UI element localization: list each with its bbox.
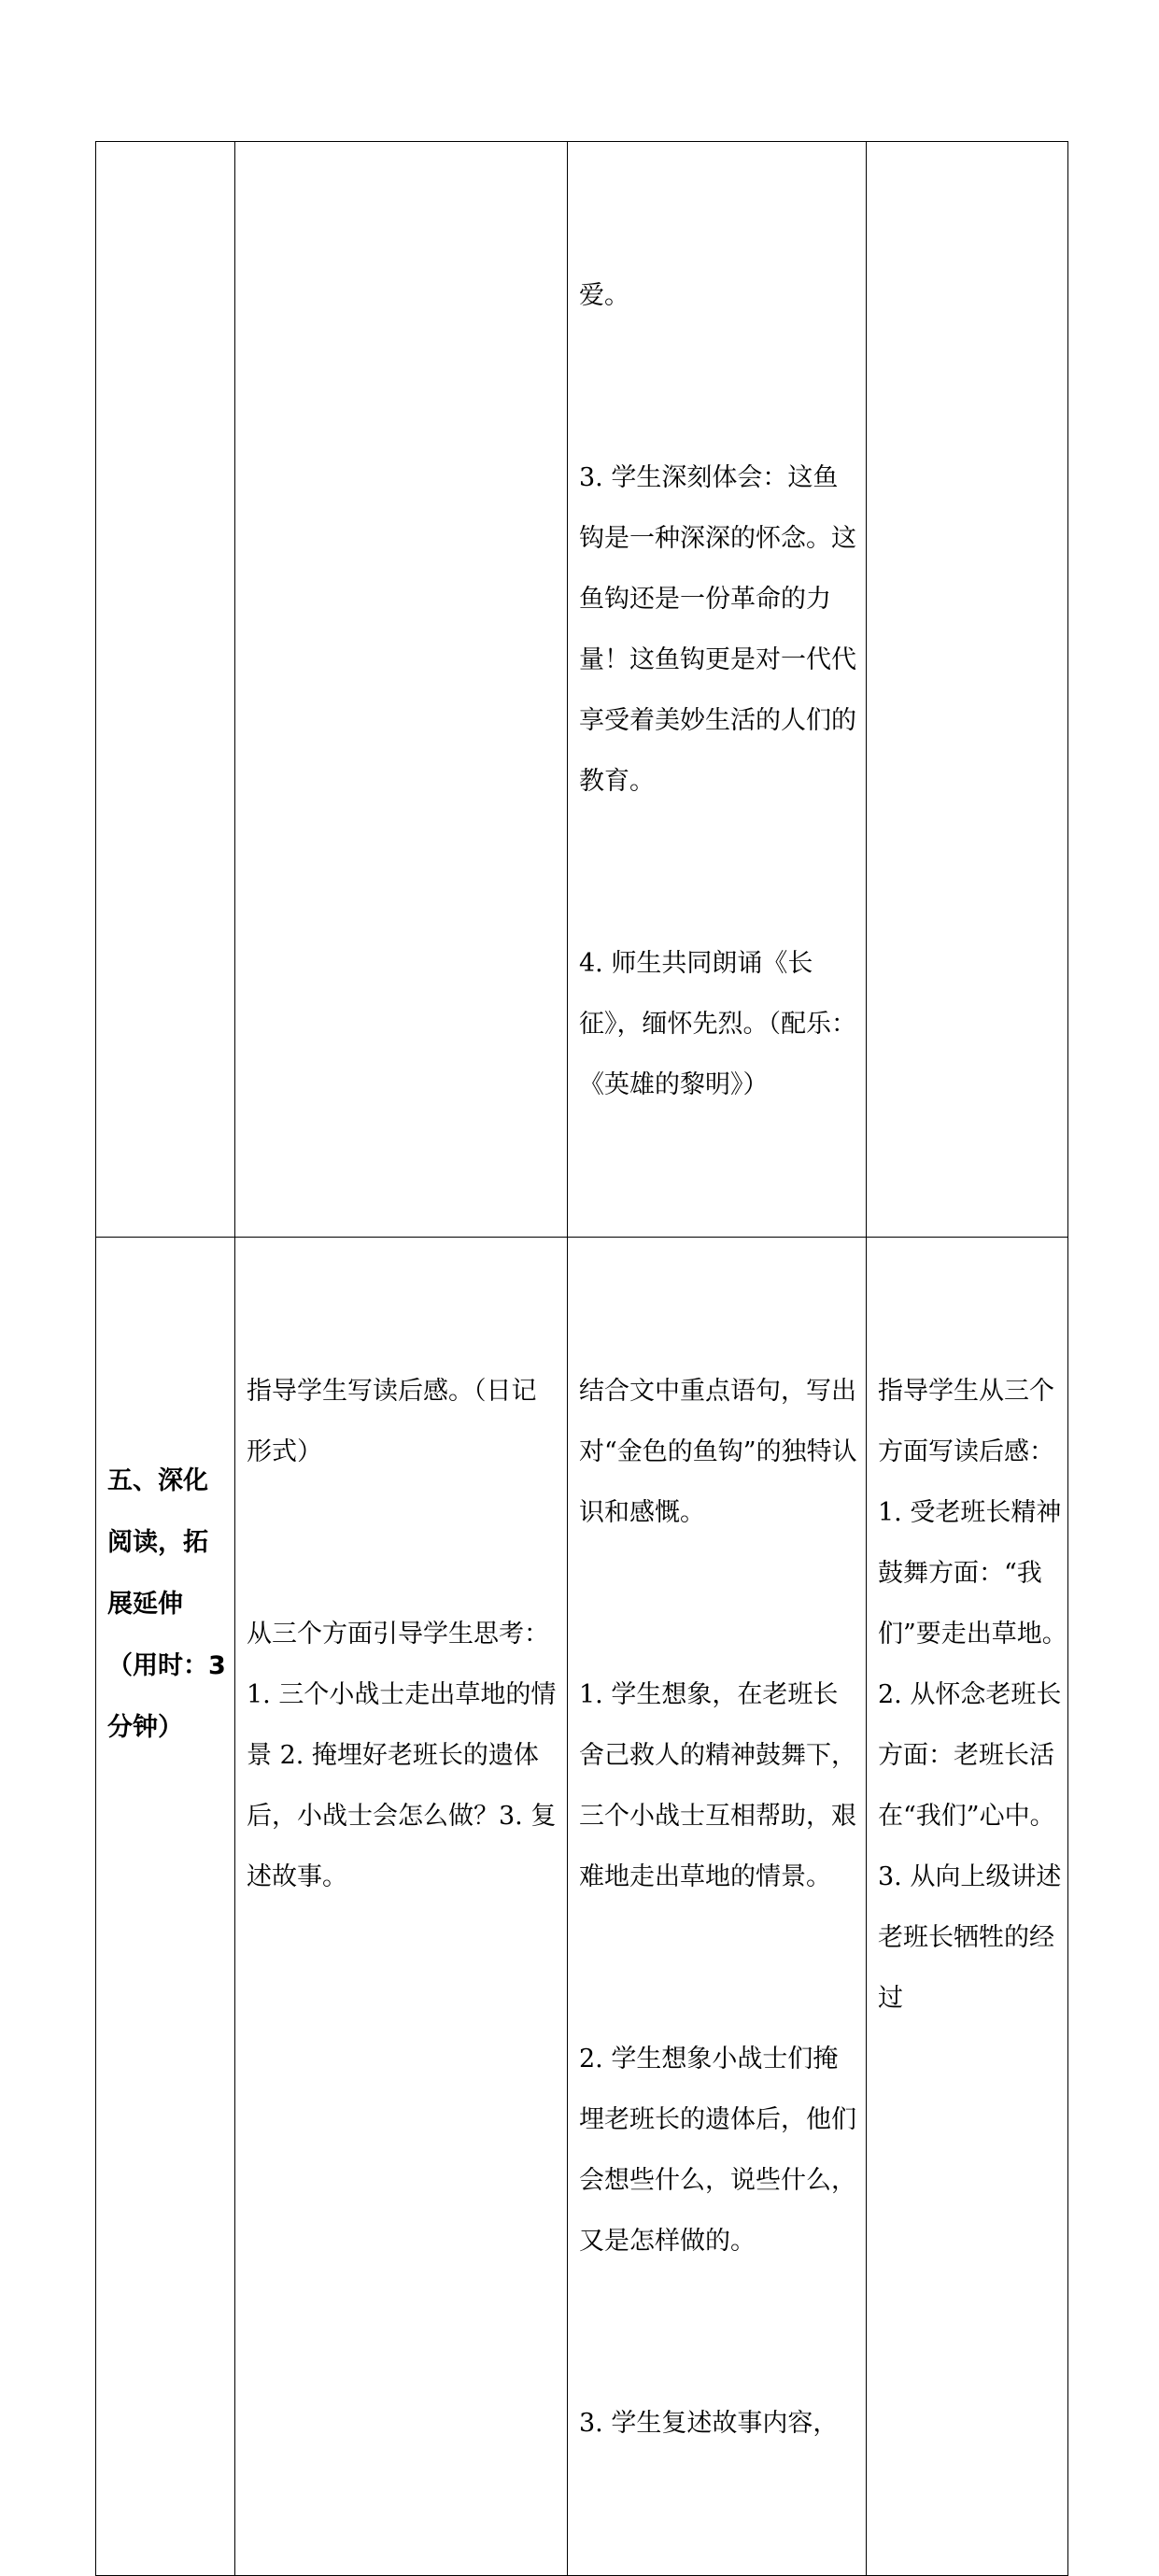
student-activity-cell [568, 142, 867, 1238]
teacher-activity-cell [235, 1238, 568, 2576]
teacher-activity-cell-empty [235, 142, 568, 1238]
paragraph: 指导学生从三个方面写读后感： 1. 受老班长精神鼓舞方面：“我们”要走出草地。 2. 从怀念老班长方面：老班长活在“我们”心中。 3. 从向上级讲述老班长牺牲的经过 [878, 1377, 1081, 2013]
design-intent-cell-empty [867, 142, 1068, 1238]
table-row [96, 1238, 1068, 2576]
paragraph: 3. 学生复述故事内容， [579, 2409, 839, 2438]
student-activity-cell [568, 1238, 867, 2576]
design-intent-cell [867, 1238, 1081, 2576]
paragraph: 从三个方面引导学生思考：1. 三个小战士走出草地的情景 2. 掩埋好老班长的遗体后，小战士会怎么做？3. 复述故事。 [247, 1620, 557, 1891]
stage-cell-empty [96, 142, 235, 1238]
stage-cell [96, 1238, 235, 2576]
table-row [96, 142, 1068, 1238]
paragraph: 1. 学生想象，在老班长舍己救人的精神鼓舞下，三个小战士互相帮助，艰难地走出草地的情景。 [579, 1680, 856, 1891]
paragraph: 结合文中重点语句，写出对“金色的鱼钩”的独特认识和感慨。 [579, 1377, 857, 1527]
paragraph: 指导学生写读后感。（日记形式） [247, 1377, 537, 1466]
lesson-plan-table [95, 141, 1081, 2576]
paragraph: 3. 学生深刻体会：这鱼钩是一种深深的怀念。这鱼钩还是一份革命的力量！这鱼钩更是对一代代享受着美妙生活的人们的教育。 [579, 463, 856, 796]
paragraph: 4. 师生共同朗诵《长征》，缅怀先烈。（配乐：《英雄的黎明》） [579, 949, 856, 1099]
stage-label: 五、深化阅读，拓展延伸（用时：3分钟） [107, 1466, 226, 1742]
paragraph: 爱。 [579, 281, 629, 310]
paragraph: 2. 学生想象小战士们掩埋老班长的遗体后，他们会想些什么，说些什么，又是怎样做的。 [579, 2045, 856, 2256]
